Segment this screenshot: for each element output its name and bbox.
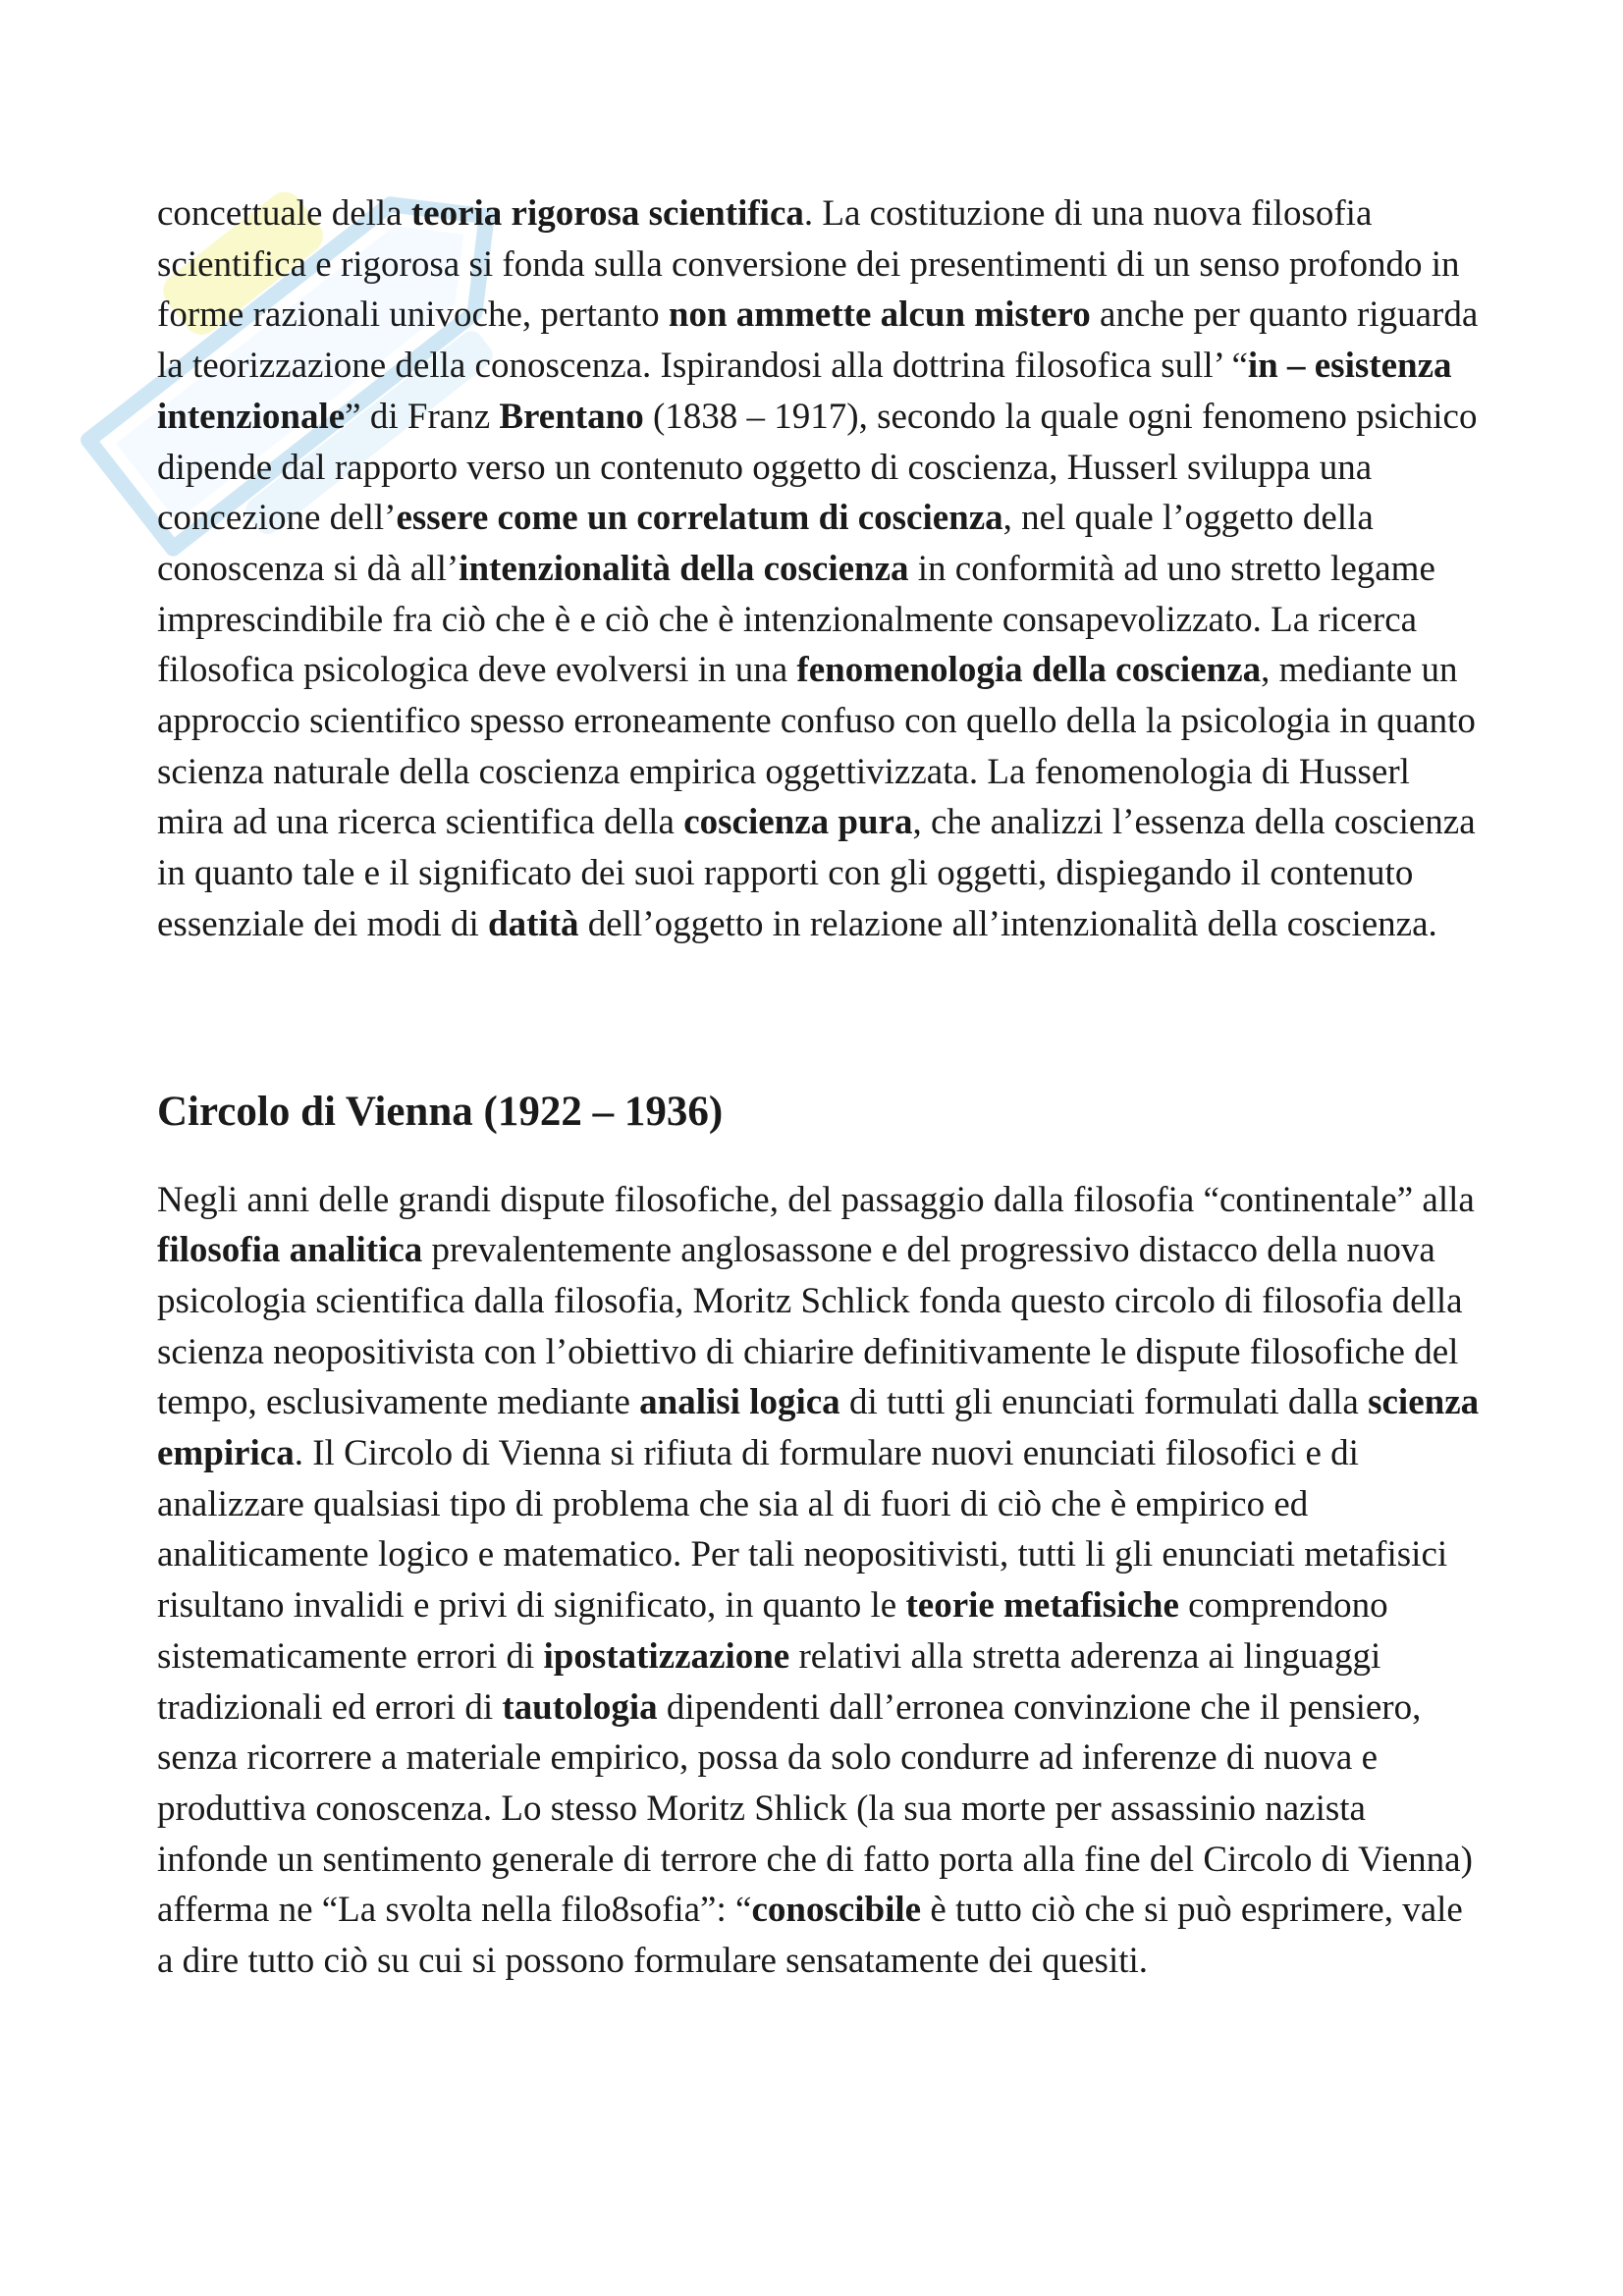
bold-term: essere come un correlatum di coscienza [396, 498, 1003, 539]
paragraph-husserl [157, 188, 1483, 950]
bold-term: Brentano [499, 396, 644, 437]
bold-term: tautologia [502, 1686, 658, 1728]
bold-term: scienza empirica [157, 1382, 1480, 1474]
bold-term: filosofia analitica [157, 1230, 423, 1271]
bold-term: teorie metafisiche [905, 1585, 1179, 1627]
bold-term: teoria rigorosa scientifica [410, 193, 804, 234]
text-run: è tutto ciò che si può esprimere, vale a dire tutto ciò su cui si possono formulare sensatamente dei quesiti. [157, 1890, 1463, 1982]
bold-term: intenzionalità della coscienza [459, 548, 909, 589]
text-run: di tutti gli enunciati formulati dalla [839, 1382, 1369, 1423]
section-heading-circolo-vienna: Circolo di Vienna (1922 – 1936) [157, 1088, 724, 1135]
text-run: anche per quanto riguarda la teorizzazione della conoscenza. Ispirandosi alla dottrina filosofica sull’ “ [157, 294, 1479, 387]
document-page [157, 188, 1483, 1987]
text-run: ” di Franz [345, 396, 500, 437]
bold-term: non ammette alcun mistero [668, 294, 1091, 336]
paragraph-circolo-vienna [157, 1175, 1483, 1987]
text-run: , mediante un approccio scientifico spesso erroneamente confuso con quello della la psicologia in quanto scienza naturale della coscienza empirica oggettivizzata. La fenomenologia di Husserl mira ad una ricerca scientifica della [157, 650, 1476, 843]
bold-term: conoscibile [751, 1890, 922, 1931]
text-run: concettuale della [157, 193, 411, 234]
text-run: dipendenti dall’erronea convinzione che il pensiero, senza ricorrere a materiale empirico, possa da solo condurre ad inferenze di nuova e produttiva conoscenza. Lo stesso Moritz Shlick (la sua morte per assassinio nazista infonde un sentimento generale di terrore che di fatto porta alla fine del Circolo di Vienna) afferma ne “La svolta nella filo8sofia”: “ [157, 1686, 1473, 1931]
bold-term: coscienza pura [683, 802, 913, 843]
text-run: , nel quale l’oggetto della conoscenza si dà all’ [157, 498, 1374, 589]
text-run: comprendono sistematicamente errori di [157, 1585, 1388, 1677]
bold-term: in – esistenza intenzionale [157, 346, 1452, 437]
text-run: relativi alla stretta aderenza ai linguaggi tradizionali ed errori di [157, 1635, 1381, 1728]
text-run: Negli anni delle grandi dispute filosofiche, del passaggio dalla filosofia “continentale” alla [157, 1179, 1475, 1220]
bold-term: ipostatizzazione [543, 1635, 790, 1677]
text-run: dell’oggetto in relazione all’intenzionalità della coscienza. [578, 903, 1437, 944]
text-run: prevalentemente anglosassone e del progressivo distacco della nuova psicologia scientifica dalla filosofia, Moritz Schlick fonda questo circolo di filosofia della scienza neopositivista con l’obiettivo di chiarire definitivamente le dispute filosofiche del tempo, esclusivamente mediante [157, 1230, 1463, 1423]
bold-term: analisi logica [639, 1382, 840, 1423]
text-run: . La costituzione di una nuova filosofia scientifica e rigorosa si fonda sulla conversione dei presentimenti di un senso profondo in forme razionali univoche, pertanto [157, 193, 1460, 336]
bold-term: datità [488, 903, 579, 944]
text-run: in conformità ad uno stretto legame imprescindibile fra ciò che è e ciò che è intenzionalmente consapevolizzato. La ricerca filosofica psicologica deve evolversi in una [157, 548, 1435, 691]
text-run: (1838 – 1917), secondo la quale ogni fenomeno psichico dipende dal rapporto verso un contenuto oggetto di coscienza, Husserl sviluppa una concezione dell’ [157, 396, 1478, 539]
text-run: , che analizzi l’essenza della coscienza in quanto tale e il significato dei suoi rapporti con gli oggetti, dispiegando il contenuto essenziale dei modi di [157, 802, 1476, 944]
bold-term: fenomenologia della coscienza [796, 650, 1262, 691]
text-run: . Il Circolo di Vienna si rifiuta di formulare nuovi enunciati filosofici e di analizzare qualsiasi tipo di problema che sia al di fuori di ciò che è empirico ed analiticamente logico e matematico. Per tali neopositivisti, tutti li gli enunciati metafisici risultano invalidi e privi di significato, in quanto le [157, 1433, 1448, 1627]
